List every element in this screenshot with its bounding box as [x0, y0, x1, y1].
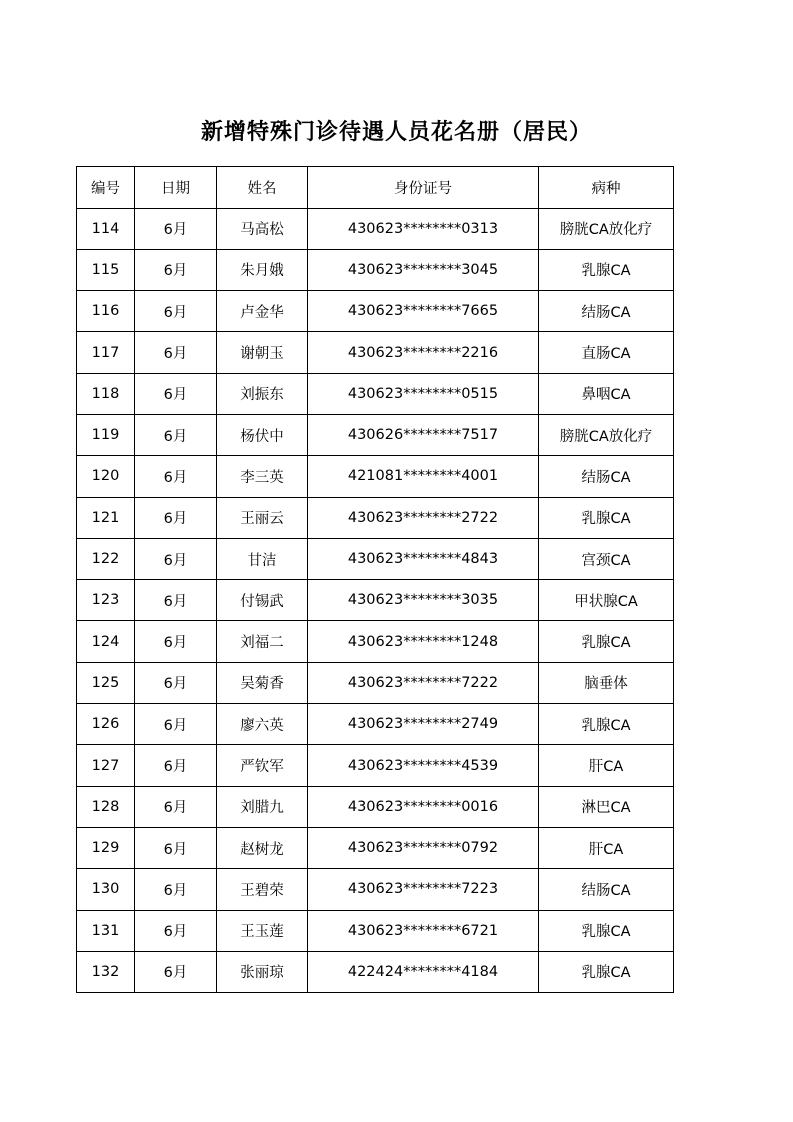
table-row	[77, 580, 674, 621]
cell-id-number: 430623********0016	[308, 786, 539, 827]
cell-date: 6月	[135, 662, 217, 703]
cell-date: 6月	[135, 704, 217, 745]
cell-id-number: 430623********2749	[308, 704, 539, 745]
cell-number: 114	[77, 208, 135, 249]
cell-number: 132	[77, 951, 135, 992]
cell-disease: 肝CA	[539, 745, 674, 786]
table-body	[77, 208, 674, 993]
cell-disease: 膀胱CA放化疗	[539, 414, 674, 455]
cell-date: 6月	[135, 497, 217, 538]
cell-number: 118	[77, 373, 135, 414]
cell-disease: 甲状腺CA	[539, 580, 674, 621]
cell-name: 甘洁	[217, 538, 308, 579]
cell-disease: 宫颈CA	[539, 538, 674, 579]
table-row	[77, 662, 674, 703]
cell-id-number: 430623********7223	[308, 869, 539, 910]
table-row	[77, 332, 674, 373]
cell-id-number: 421081********4001	[308, 456, 539, 497]
cell-name: 马高松	[217, 208, 308, 249]
cell-id-number: 430623********2722	[308, 497, 539, 538]
cell-disease: 肝CA	[539, 827, 674, 868]
cell-date: 6月	[135, 456, 217, 497]
cell-number: 128	[77, 786, 135, 827]
table-row	[77, 786, 674, 827]
cell-date: 6月	[135, 621, 217, 662]
cell-id-number: 422424********4184	[308, 951, 539, 992]
cell-name: 谢朝玉	[217, 332, 308, 373]
cell-date: 6月	[135, 249, 217, 290]
cell-number: 124	[77, 621, 135, 662]
table-row	[77, 704, 674, 745]
table-row	[77, 538, 674, 579]
cell-disease: 乳腺CA	[539, 910, 674, 951]
cell-name: 卢金华	[217, 291, 308, 332]
column-header-number: 编号	[77, 167, 135, 209]
cell-disease: 淋巴CA	[539, 786, 674, 827]
cell-date: 6月	[135, 414, 217, 455]
cell-id-number: 430623********0313	[308, 208, 539, 249]
column-header-disease: 病种	[539, 167, 674, 209]
cell-number: 120	[77, 456, 135, 497]
cell-number: 126	[77, 704, 135, 745]
cell-id-number: 430623********4843	[308, 538, 539, 579]
cell-id-number: 430623********1248	[308, 621, 539, 662]
cell-id-number: 430623********2216	[308, 332, 539, 373]
cell-number: 122	[77, 538, 135, 579]
cell-name: 吴菊香	[217, 662, 308, 703]
cell-name: 王碧荣	[217, 869, 308, 910]
cell-disease: 乳腺CA	[539, 951, 674, 992]
table-row	[77, 869, 674, 910]
cell-name: 张丽琼	[217, 951, 308, 992]
cell-date: 6月	[135, 827, 217, 868]
cell-number: 129	[77, 827, 135, 868]
cell-id-number: 430623********6721	[308, 910, 539, 951]
cell-number: 117	[77, 332, 135, 373]
cell-number: 130	[77, 869, 135, 910]
cell-disease: 脑垂体	[539, 662, 674, 703]
cell-disease: 乳腺CA	[539, 497, 674, 538]
cell-id-number: 430623********7222	[308, 662, 539, 703]
page-title: 新增特殊门诊待遇人员花名册（居民）	[200, 119, 592, 145]
cell-id-number: 430623********0515	[308, 373, 539, 414]
cell-date: 6月	[135, 332, 217, 373]
cell-date: 6月	[135, 910, 217, 951]
cell-date: 6月	[135, 538, 217, 579]
cell-number: 127	[77, 745, 135, 786]
table-row	[77, 910, 674, 951]
cell-disease: 鼻咽CA	[539, 373, 674, 414]
cell-number: 116	[77, 291, 135, 332]
cell-number: 125	[77, 662, 135, 703]
cell-name: 严钦军	[217, 745, 308, 786]
cell-date: 6月	[135, 745, 217, 786]
cell-date: 6月	[135, 291, 217, 332]
cell-id-number: 430623********7665	[308, 291, 539, 332]
cell-date: 6月	[135, 951, 217, 992]
cell-id-number: 430623********3045	[308, 249, 539, 290]
column-header-date: 日期	[135, 167, 217, 209]
cell-disease: 结肠CA	[539, 869, 674, 910]
table-row	[77, 414, 674, 455]
cell-id-number: 430626********7517	[308, 414, 539, 455]
table-row	[77, 951, 674, 992]
cell-number: 123	[77, 580, 135, 621]
cell-date: 6月	[135, 580, 217, 621]
table-row	[77, 621, 674, 662]
cell-date: 6月	[135, 373, 217, 414]
cell-disease: 膀胱CA放化疗	[539, 208, 674, 249]
cell-name: 李三英	[217, 456, 308, 497]
cell-name: 赵树龙	[217, 827, 308, 868]
table-row	[77, 827, 674, 868]
table-header-row	[77, 167, 674, 209]
cell-name: 王丽云	[217, 497, 308, 538]
cell-number: 121	[77, 497, 135, 538]
table-row	[77, 208, 674, 249]
cell-id-number: 430623********4539	[308, 745, 539, 786]
cell-date: 6月	[135, 869, 217, 910]
cell-disease: 乳腺CA	[539, 704, 674, 745]
cell-disease: 乳腺CA	[539, 249, 674, 290]
cell-number: 119	[77, 414, 135, 455]
roster-table	[76, 166, 674, 993]
cell-id-number: 430623********0792	[308, 827, 539, 868]
table-row	[77, 497, 674, 538]
cell-name: 王玉莲	[217, 910, 308, 951]
cell-name: 朱月娥	[217, 249, 308, 290]
cell-name: 刘福二	[217, 621, 308, 662]
cell-name: 廖六英	[217, 704, 308, 745]
column-header-id-number: 身份证号	[308, 167, 539, 209]
cell-name: 杨伏中	[217, 414, 308, 455]
cell-id-number: 430623********3035	[308, 580, 539, 621]
table-row	[77, 291, 674, 332]
table-row	[77, 373, 674, 414]
cell-disease: 乳腺CA	[539, 621, 674, 662]
table-row	[77, 745, 674, 786]
cell-name: 刘振东	[217, 373, 308, 414]
cell-name: 付锡武	[217, 580, 308, 621]
cell-number: 115	[77, 249, 135, 290]
cell-disease: 直肠CA	[539, 332, 674, 373]
cell-disease: 结肠CA	[539, 291, 674, 332]
cell-number: 131	[77, 910, 135, 951]
cell-date: 6月	[135, 208, 217, 249]
cell-name: 刘腊九	[217, 786, 308, 827]
column-header-name: 姓名	[217, 167, 308, 209]
table-row	[77, 249, 674, 290]
cell-date: 6月	[135, 786, 217, 827]
cell-disease: 结肠CA	[539, 456, 674, 497]
table-row	[77, 456, 674, 497]
